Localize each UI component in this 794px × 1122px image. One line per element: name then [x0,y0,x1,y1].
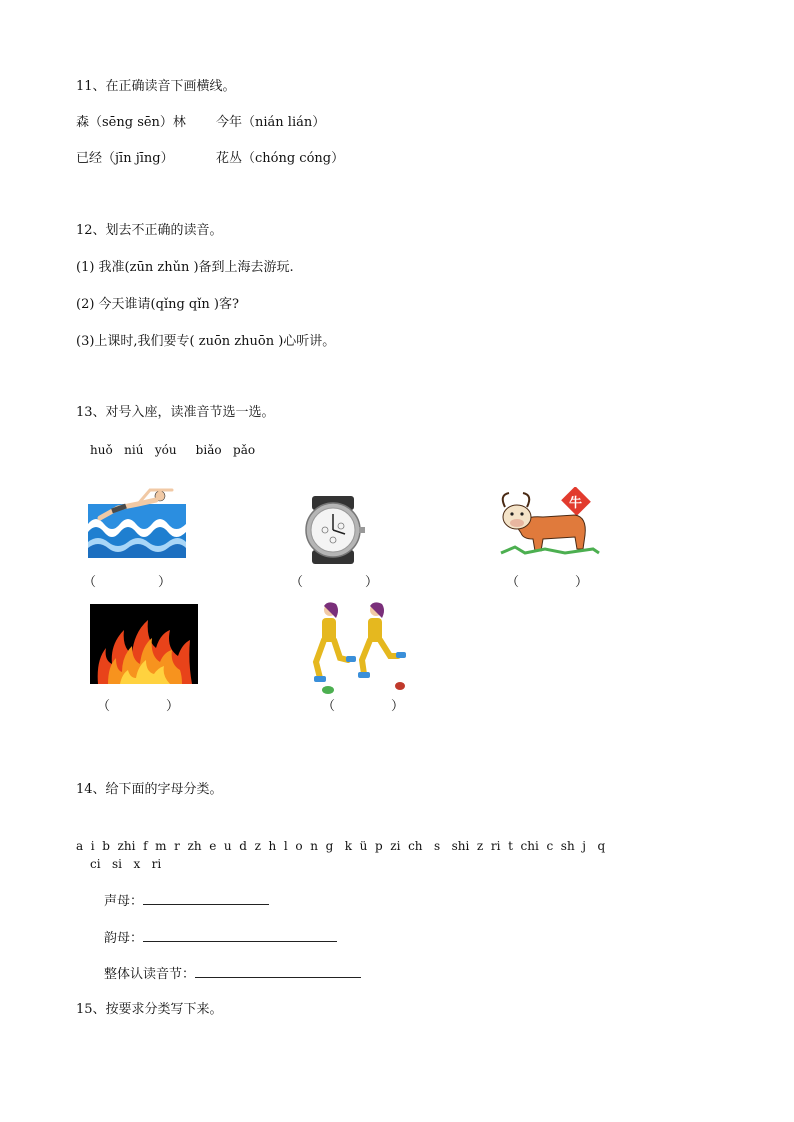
question-12-title: 12、划去不正确的读音。 [76,223,223,238]
q14-yunmu-row [104,929,337,947]
swimmer-icon [88,484,186,558]
cow-picture [495,487,603,557]
fire-picture [90,604,198,684]
paren-open: （ [322,699,336,714]
q11-item-jinnian: 今年（nián lián） [216,115,326,130]
q14-shengmu-blank[interactable] [143,892,269,905]
paren-close: ） [365,575,379,590]
paren-open: （ [506,575,520,590]
q14-letters-line-1: a i b zhi f m r zh e u d z h l o n g k ü p zi ch s shi z ri t chi c sh j q [76,839,606,853]
runners-picture [306,600,410,696]
swimmer-answer-paren [83,571,171,590]
fire-answer-paren [97,695,179,714]
q14-zhengti-row [104,965,361,983]
watch-picture [290,496,376,564]
cow-answer-paren [506,571,588,590]
paren-close: ） [391,699,405,714]
q13-syllables: huǒ niú yóu biǎo pǎo [90,443,256,457]
watch-icon [290,496,376,564]
watch-answer-paren [290,571,378,590]
question-15-title: 15、按要求分类写下来。 [76,1002,223,1017]
fire-icon [90,604,198,684]
paren-open: （ [83,575,97,590]
runners-icon [306,600,410,696]
paren-close: ） [158,575,172,590]
q14-yunmu-blank[interactable] [143,929,337,942]
q12-item-3: (3)上课时,我们要专( zuōn zhuōn )心听讲。 [76,334,336,349]
question-14-title: 14、给下面的字母分类。 [76,782,223,797]
paren-open: （ [97,699,111,714]
question-13-title: 13、对号入座，读准音节选一选。 [76,405,275,420]
q14-zhengti-blank[interactable] [195,965,361,978]
q14-shengmu-label: 声母： [104,894,144,909]
swimmer-picture [88,484,186,558]
paren-open: （ [290,575,304,590]
cow-character: 牛 [569,496,583,511]
q12-item-1: (1) 我准(zūn zhǔn )备到上海去游玩. [76,260,294,275]
q14-letters-line-2: ci si x ri [90,857,162,871]
paren-close: ） [575,575,589,590]
paren-close: ） [166,699,180,714]
cow-icon [495,487,603,557]
q14-yunmu-label: 韵母： [104,931,144,946]
question-11-title: 11、在正确读音下画横线。 [76,79,236,94]
q11-item-huacong: 花丛（chóng cóng） [216,151,345,166]
q11-item-yijing: 已经（jīn jīng） [76,151,174,166]
q14-shengmu-row [104,892,269,910]
q14-zhengti-label: 整体认读音节： [104,967,196,982]
q12-item-2: (2) 今天谁请(qǐng qǐn )客? [76,297,239,312]
q11-item-sen: 森（sēng sēn）林 [76,115,186,130]
runners-answer-paren [322,695,404,714]
